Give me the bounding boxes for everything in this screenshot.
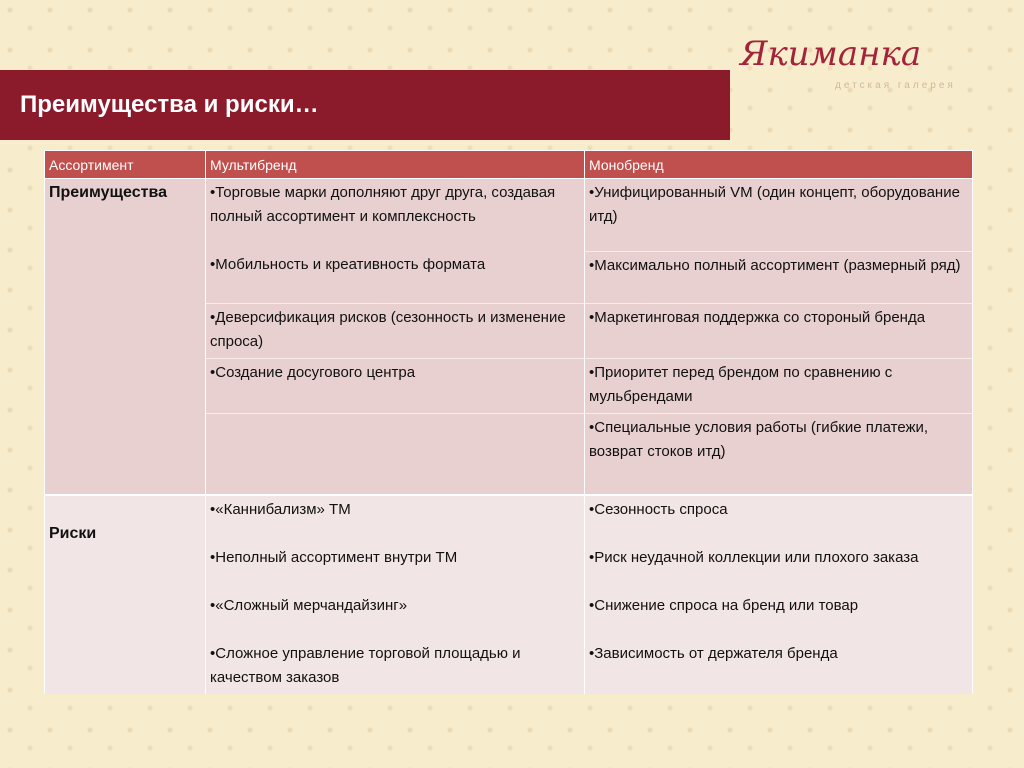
- table-row: [45, 495, 973, 544]
- table-cell: •Максимально полный ассортимент (размерный ряд): [585, 251, 973, 304]
- table-cell: •Маркетинговая поддержка со стороный бренда: [585, 304, 973, 359]
- header-multibrand: Мультибренд: [206, 151, 585, 179]
- table-header-row: [45, 151, 973, 179]
- table-cell: •Неполный ассортимент внутри ТМ: [206, 544, 585, 592]
- header-assortment: Ассортимент: [45, 151, 206, 179]
- table-cell: •«Сложный мерчандайзинг»: [206, 592, 585, 640]
- comparison-table: [44, 150, 973, 694]
- header-monobrand: Монобренд: [585, 151, 973, 179]
- risks-label: Риски: [45, 495, 206, 694]
- table-cell: •Создание досугового центра: [206, 359, 585, 414]
- table-cell: •«Каннибализм» ТМ: [206, 495, 585, 544]
- table-cell: •Риск неудачной коллекции или плохого заказа: [585, 544, 973, 592]
- slide-title-bar: [0, 70, 730, 140]
- table-cell: •Специальные условия работы (гибкие платежи, возврат стоков итд): [585, 414, 973, 496]
- table-cell: •Мобильность и креативность формата: [206, 251, 585, 304]
- table-cell: •Снижение спроса на бренд или товар: [585, 592, 973, 640]
- table-cell: •Унифицированный VM (один концепт, оборудование итд): [585, 179, 973, 252]
- slide-title: Преимущества и риски…: [20, 91, 319, 118]
- advantages-label: Преимущества: [45, 179, 206, 496]
- table-row: [45, 179, 973, 252]
- table-cell: •Зависимость от держателя бренда: [585, 640, 973, 694]
- brand-logo: [740, 26, 990, 106]
- logo-subtitle: детская галерея: [835, 80, 956, 91]
- table-cell: •Приоритет перед брендом по сравнению с мульбрендами: [585, 359, 973, 414]
- table-cell: •Торговые марки дополняют друг друга, создавая полный ассортимент и комплексность: [206, 179, 585, 252]
- table-cell: •Сложное управление торговой площадью и качеством заказов: [206, 640, 585, 694]
- logo-text: Якиманка: [740, 34, 922, 74]
- table-cell: [206, 414, 585, 496]
- table-cell: •Деверсификация рисков (сезонность и изменение спроса): [206, 304, 585, 359]
- table-cell: •Сезонность спроса: [585, 495, 973, 544]
